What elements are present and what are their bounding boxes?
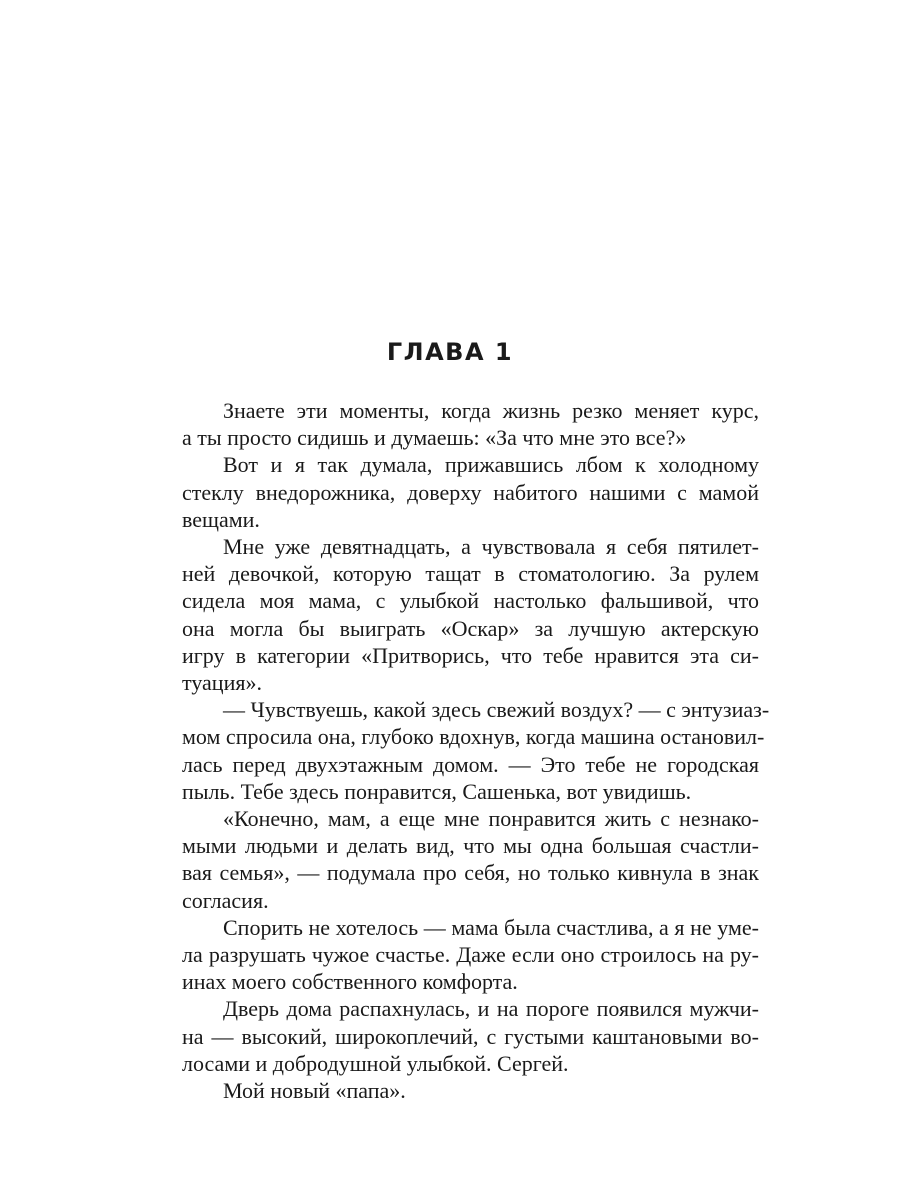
paragraph-5 <box>141 805 759 914</box>
text-line: — Чувствуешь, какой здесь свежий воздух? — с энтузиаз- <box>223 697 770 723</box>
text-line: мом спросила она, глубоко вдохнув, когда машина остановил- <box>182 724 765 750</box>
text-line: сидела моя мама, с улыбкой настолько фальшивой, что <box>182 588 759 614</box>
chapter-body <box>141 397 770 1104</box>
text-line: вая семья», — подумала про себя, но только кивнула в знак <box>182 860 759 886</box>
text-line: туация». <box>182 670 262 696</box>
paragraph-7 <box>141 995 759 1077</box>
text-line: игру в категории «Притворись, что тебе нравится эта си- <box>182 642 759 668</box>
paragraph-3 <box>141 533 759 696</box>
text-line: а ты просто сидишь и думаешь: «За что мне это все?» <box>182 425 687 451</box>
text-line: на — высокий, широкоплечий, с густыми каштановыми во- <box>182 1023 759 1049</box>
text-line: пыль. Тебе здесь понравится, Сашенька, вот увидишь. <box>182 778 692 804</box>
text-line: вещами. <box>182 506 260 532</box>
paragraph-4 <box>141 696 770 805</box>
text-line: согласия. <box>182 887 269 913</box>
text-line: инах моего собственного комфорта. <box>182 969 518 995</box>
text-line: «Конечно, мам, а еще мне понравится жить с незнако- <box>223 806 759 832</box>
text-line: лосами и добродушной улыбкой. Сергей. <box>182 1050 569 1076</box>
text-line: Спорить не хотелось — мама была счастлива, а я не уме- <box>223 914 759 940</box>
paragraph-6 <box>141 914 759 996</box>
text-line: мыми людьми и делать вид, что мы одна большая счастли- <box>182 833 759 859</box>
paragraph-1 <box>141 397 759 451</box>
chapter-title: ГЛАВА 1 <box>386 338 514 366</box>
text-line: Мне уже девятнадцать, а чувствовала я себя пятилет- <box>223 534 759 560</box>
paragraph-2 <box>141 451 759 533</box>
text-line: она могла бы выиграть «Оскар» за лучшую актерскую <box>182 615 759 641</box>
text-line: Мой новый «папа». <box>223 1078 406 1104</box>
text-line: Дверь дома распахнулась, и на пороге появился мужчи- <box>223 996 759 1022</box>
text-line: ней девочкой, которую тащат в стоматологию. За рулем <box>182 561 759 587</box>
paragraph-8 <box>141 1077 759 1104</box>
text-line: ла разрушать чужое счастье. Даже если оно строилось на ру- <box>182 942 759 968</box>
text-line: стеклу внедорожника, доверху набитого нашими с мамой <box>182 479 759 505</box>
text-line: Вот и я так думала, прижавшись лбом к холодному <box>223 452 759 478</box>
text-line: лась перед двухэтажным домом. — Это тебе не городская <box>182 751 759 777</box>
text-line: Знаете эти моменты, когда жизнь резко меняет курс, <box>223 398 759 423</box>
